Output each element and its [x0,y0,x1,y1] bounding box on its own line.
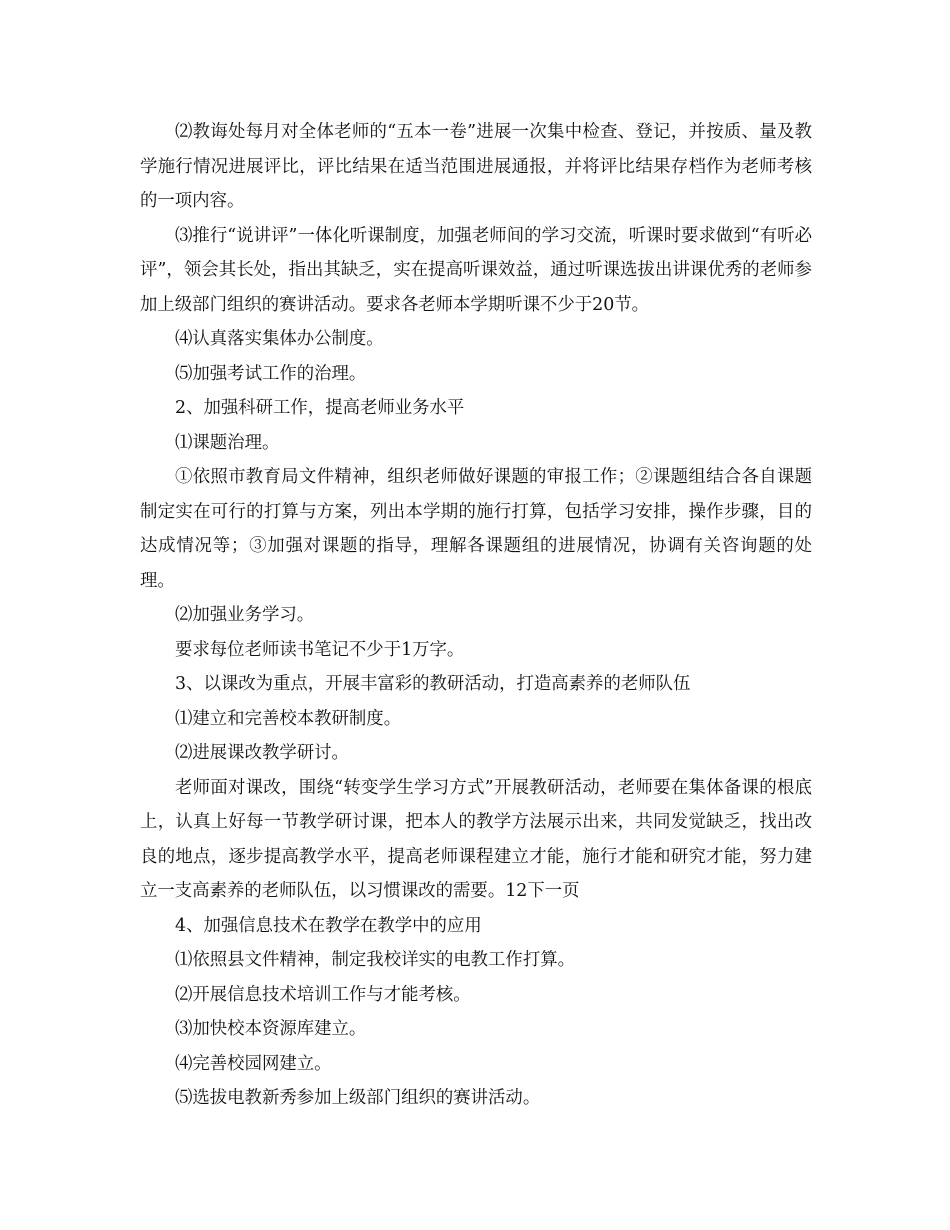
document-body [140,115,812,1116]
paragraph: ①依照市教育局文件精神，组织老师做好课题的审报工作；②课题组结合各自课题制定实在可行的打算与方案，列出本学期的施行打算，包括学习安排，操作步骤，目的达成情况等；③加强对课题的指导，理解各课题组的进展情况，协调有关咨询题的处理。 [140,467,812,591]
paragraph: ⑸加强考试工作的治理。 [175,363,367,384]
section-heading: 4、加强信息技术在教学在教学中的应用 [175,915,482,936]
paragraph: ⑵教诲处每月对全体老师的“五本一卷”进展一次集中检查、登记，并按质、量及教学施行情况进展评比，评比结果在适当范围进展通报，并将评比结果存档作为老师考核的一项内容。 [140,122,812,211]
paragraph: ⑴课题治理。 [175,432,280,453]
paragraph: ⑷认真落实集体办公制度。 [175,329,384,349]
paragraph: ⑵加强业务学习。 [175,605,315,625]
paragraph: ⑸选拔电教新秀参加上级部门组织的赛讲活动。 [175,1088,541,1108]
paragraph: ⑶加快校本资源库建立。 [175,1019,367,1039]
paragraph: ⑵进展课改教学研讨。 [175,743,349,763]
section-heading: 3、以课改为重点，开展丰富彩的教研活动，打造高素养的老师队伍 [175,674,691,694]
section-heading: 2、加强科研工作，提高老师业务水平 [175,398,465,418]
paragraph: ⑴建立和完善校本教研制度。 [175,708,402,729]
paragraph: 老师面对课改，围绕“转变学生学习方式”开展教研活动，老师要在集体备课的根底上，认真上好每一节教学研讨课，把本人的教学方法展示出来，共同发觉缺乏，找出改良的地点，逐步提高教学水平，提高老师课程建立才能，施行才能和研究才能，努力建立一支高素养的老师队伍，以习惯课改的需要。12下一页 [140,777,812,901]
paragraph: ⑴依照县文件精神，制定我校详实的电教工作打算。 [175,950,575,970]
paragraph: ⑵开展信息技术培训工作与才能考核。 [175,984,471,1005]
paragraph: 要求每位老师读书笔记不少于1万字。 [175,639,465,660]
paragraph: ⑷完善校园网建立。 [175,1053,332,1074]
paragraph: ⑶推行“说讲评”一体化听课制度，加强老师间的学习交流，听课时要求做到“有听必评”，领会其长处，指出其缺乏，实在提高听课效益，通过听课选拔出讲课优秀的老师参加上级部门组织的赛讲活动。要求各老师本学期听课不少于20节。 [140,225,812,315]
